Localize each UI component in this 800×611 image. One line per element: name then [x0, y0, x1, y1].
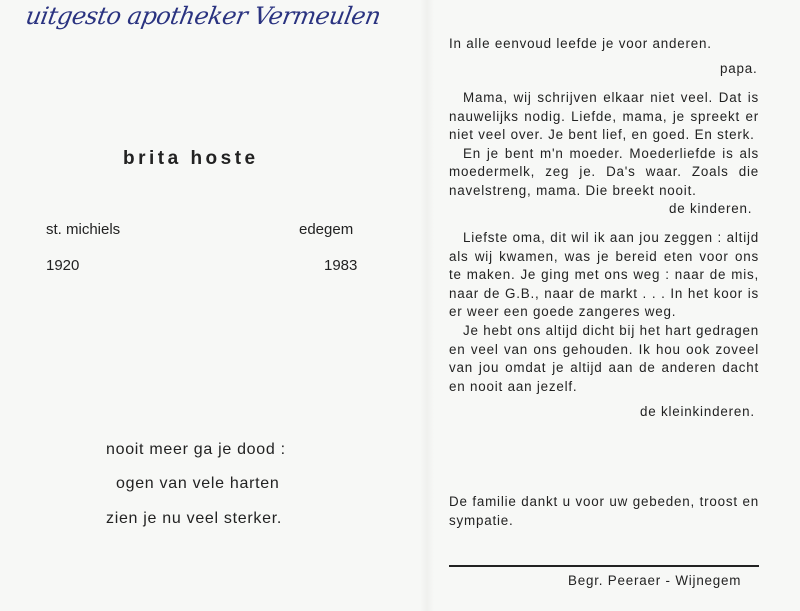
undertaker-credit: Begr. Peeraer - Wijnegem: [568, 573, 742, 588]
grandchildren-paragraph: Je hebt ons altijd dicht bij het hart gedragen en veel van ons gehouden. Ik hou ook zoveel van jou omdat je altijd aan de anderen dacht en nooit aan jezelf.: [449, 322, 759, 394]
birth-place: st. michiels: [46, 221, 121, 238]
grandchildren-paragraph: Liefste oma, dit wil ik aan jou zeggen : altijd als wij kwamen, was je bereid eten voor ons te maken. Je ging met ons weg : naar de mis, naar de G.B., naar de markt . . . In het koor is er weer een goede zangeres weg.: [449, 230, 759, 320]
death-place: edegem: [299, 221, 354, 238]
children-message: [449, 89, 759, 201]
papa-message: In alle eenvoud leefde je voor anderen.: [449, 36, 712, 51]
birth-year: 1920: [46, 257, 80, 274]
divider-line: [449, 565, 759, 567]
poem-line: zien je nu veel sterker.: [106, 510, 282, 527]
deceased-name: brita hoste: [123, 148, 259, 169]
grandchildren-message: [449, 229, 759, 396]
poem-line: nooit meer ga je dood :: [106, 441, 286, 458]
poem-line: ogen van vele harten: [116, 475, 280, 492]
handwritten-note: uitgesto apotheker Vermeulen: [23, 2, 383, 30]
children-signature: de kinderen.: [669, 201, 753, 216]
family-thanks: De familie dankt u voor uw gebeden, troost en sympatie.: [449, 494, 759, 528]
papa-signature: papa.: [720, 61, 758, 76]
death-year: 1983: [324, 257, 358, 274]
card-fold: [420, 0, 434, 611]
grandchildren-signature: de kleinkinderen.: [640, 404, 755, 419]
children-paragraph: En je bent m'n moeder. Moederliefde is als moedermelk, zeg je. Da's waar. Zoals die navelstreng, mama. Die breekt nooit.: [449, 145, 759, 198]
children-paragraph: Mama, wij schrijven elkaar niet veel. Dat is nauwelijks nodig. Liefde, mama, je spreekt er niet veel over. Je bent lief, en goed. En sterk.: [449, 90, 759, 143]
